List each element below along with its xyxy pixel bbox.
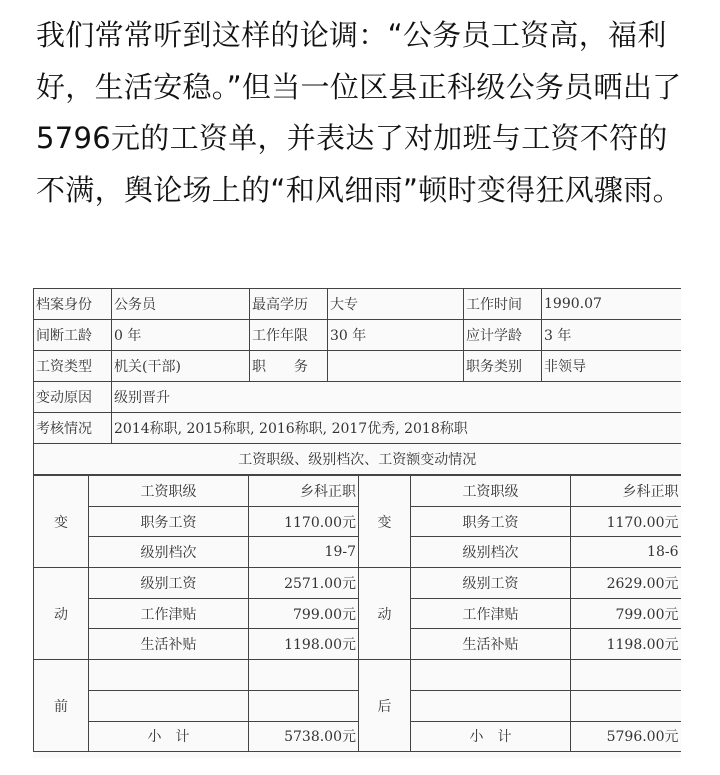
before-side-label: 动 <box>34 568 89 660</box>
before-item-label <box>89 690 249 721</box>
salary-document-image <box>33 288 681 758</box>
table-row <box>34 629 682 660</box>
before-item-value: 1198.00元 <box>249 629 359 660</box>
before-subtotal-value: 5738.00元 <box>249 721 359 752</box>
before-item-label: 生活补贴 <box>89 629 249 660</box>
before-item-value: 1170.00元 <box>249 506 359 537</box>
before-item-label: 工作津贴 <box>89 598 249 629</box>
before-item-label <box>89 660 249 691</box>
after-side-label: 动 <box>359 568 411 660</box>
field-label: 工作年限 <box>250 320 328 351</box>
field-value <box>328 351 464 382</box>
after-subtotal-value: 5796.00元 <box>571 721 682 752</box>
field-label: 档案身份 <box>34 289 112 320</box>
before-item-value: 乡科正职 <box>249 476 359 507</box>
table-row <box>34 690 682 721</box>
field-label: 职 务 <box>250 351 328 382</box>
field-value: 0 年 <box>112 320 250 351</box>
after-item-value: 1170.00元 <box>571 506 682 537</box>
field-label: 考核情况 <box>34 413 112 444</box>
after-item-label: 生活补贴 <box>411 629 571 660</box>
section-title: 工资职级、级别档次、工资额变动情况 <box>34 444 682 475</box>
before-item-value <box>249 660 359 691</box>
after-item-value: 2629.00元 <box>571 568 682 599</box>
field-label: 最高学历 <box>250 289 328 320</box>
assessment-row <box>34 413 682 444</box>
after-item-label: 工资职级 <box>411 476 571 507</box>
before-item-value: 2571.00元 <box>249 568 359 599</box>
article-text <box>36 10 696 216</box>
field-label: 工作时间 <box>464 289 542 320</box>
field-label: 职务类别 <box>464 351 542 382</box>
after-item-label: 级别档次 <box>411 537 571 568</box>
before-item-label: 级别工资 <box>89 568 249 599</box>
table-row <box>34 598 682 629</box>
after-item-value: 乡科正职 <box>571 476 682 507</box>
field-value: 机关(干部) <box>112 351 250 382</box>
before-item-value: 799.00元 <box>249 598 359 629</box>
field-value: 非领导 <box>542 351 682 382</box>
table-row <box>34 476 682 507</box>
before-side-label: 前 <box>34 660 89 752</box>
before-item-label: 级别档次 <box>89 537 249 568</box>
table-row <box>34 660 682 691</box>
before-subtotal-label: 小 计 <box>89 721 249 752</box>
salary-change-table <box>33 288 681 475</box>
before-side-label: 变 <box>34 476 89 568</box>
field-value: 1990.07 <box>542 289 682 320</box>
table-row <box>34 506 682 537</box>
field-value: 30 年 <box>328 320 464 351</box>
after-item-value <box>571 660 682 691</box>
change-reason-row <box>34 382 682 413</box>
after-item-label: 级别工资 <box>411 568 571 599</box>
subtotal-row <box>34 721 682 752</box>
after-item-value: 18-6 <box>571 537 682 568</box>
assessment-value: 2014称职, 2015称职, 2016称职, 2017优秀, 2018称职 <box>112 413 682 444</box>
change-reason-value: 级别晋升 <box>112 382 682 413</box>
profile-row <box>34 320 682 351</box>
field-label: 间断工龄 <box>34 320 112 351</box>
field-value: 大专 <box>328 289 464 320</box>
profile-row <box>34 351 682 382</box>
field-label: 应计学龄 <box>464 320 542 351</box>
salary-detail-table <box>33 475 681 752</box>
profile-row <box>34 289 682 320</box>
after-item-label <box>411 660 571 691</box>
after-item-label <box>411 690 571 721</box>
after-item-label: 工作津贴 <box>411 598 571 629</box>
after-item-value <box>571 690 682 721</box>
article-paragraph: 我们常常听到这样的论调：“公务员工资高，福利好，生活安稳。”但当一位区县正科级公务员晒出了5796元的工资单，并表达了对加班与工资不符的不满，舆论场上的“和风细雨”顿时变得狂风骤雨。 <box>36 18 682 207</box>
field-value: 3 年 <box>542 320 682 351</box>
section-title-row <box>34 444 682 475</box>
before-item-label: 工资职级 <box>89 476 249 507</box>
table-row <box>34 568 682 599</box>
before-item-value <box>249 690 359 721</box>
after-side-label: 变 <box>359 476 411 568</box>
table-row <box>34 537 682 568</box>
after-item-value: 1198.00元 <box>571 629 682 660</box>
after-side-label: 后 <box>359 660 411 752</box>
after-subtotal-label: 小 计 <box>411 721 571 752</box>
field-label: 工资类型 <box>34 351 112 382</box>
field-value: 公务员 <box>112 289 250 320</box>
before-item-value: 19-7 <box>249 537 359 568</box>
field-label: 变动原因 <box>34 382 112 413</box>
after-item-value: 799.00元 <box>571 598 682 629</box>
before-item-label: 职务工资 <box>89 506 249 537</box>
after-item-label: 职务工资 <box>411 506 571 537</box>
